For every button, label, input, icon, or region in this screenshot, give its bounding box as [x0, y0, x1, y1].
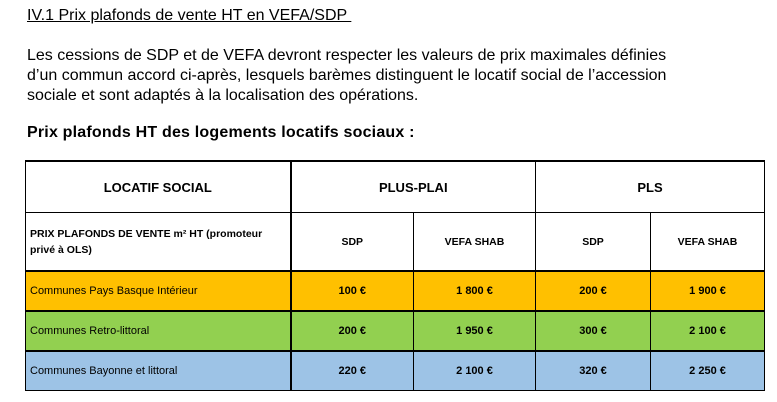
table-row [26, 271, 765, 311]
table-row [26, 351, 765, 391]
table-header-row [26, 161, 765, 213]
cell-value: 200 € [291, 311, 414, 351]
intro-paragraph [27, 46, 757, 106]
cell-value: 1 950 € [414, 311, 536, 351]
cell-value: 1 900 € [651, 271, 765, 311]
subheader-label: PRIX PLAFONDS DE VENTE m² HT (promoteur privé à OLS) [26, 213, 291, 272]
intro-line: Les cessions de SDP et de VEFA devront respecter les valeurs de prix maximales définies [27, 47, 667, 64]
header-locatif-social: LOCATIF SOCIAL [26, 161, 291, 213]
header-pls: PLS [536, 161, 765, 213]
price-table [25, 160, 765, 391]
row-label: Communes Bayonne et littoral [26, 351, 291, 391]
subheader-col: VEFA SHAB [651, 213, 765, 272]
row-label: Communes Retro-littoral [26, 311, 291, 351]
table-subheader-row [26, 213, 765, 272]
cell-value: 300 € [536, 311, 651, 351]
cell-value: 220 € [291, 351, 414, 391]
header-plus-plai: PLUS-PLAI [291, 161, 536, 213]
cell-value: 2 100 € [414, 351, 536, 391]
intro-line: d’un commun accord ci-après, lesquels barèmes distinguent le locatif social de l’accession [27, 67, 667, 84]
cell-value: 100 € [291, 271, 414, 311]
row-label: Communes Pays Basque Intérieur [26, 271, 291, 311]
cell-value: 2 250 € [651, 351, 765, 391]
intro-line: sociale et sont adaptés à la localisation des opérations. [27, 87, 419, 104]
cell-value: 200 € [536, 271, 651, 311]
table-row [26, 311, 765, 351]
subheader-col: SDP [536, 213, 651, 272]
subheader-col: VEFA SHAB [414, 213, 536, 272]
cell-value: 320 € [536, 351, 651, 391]
cell-value: 2 100 € [651, 311, 765, 351]
section-heading: IV.1 Prix plafonds de vente HT en VEFA/SDP [27, 7, 352, 24]
cell-value: 1 800 € [414, 271, 536, 311]
subheader-col: SDP [291, 213, 414, 272]
table-subtitle: Prix plafonds HT des logements locatifs sociaux : [27, 124, 415, 141]
